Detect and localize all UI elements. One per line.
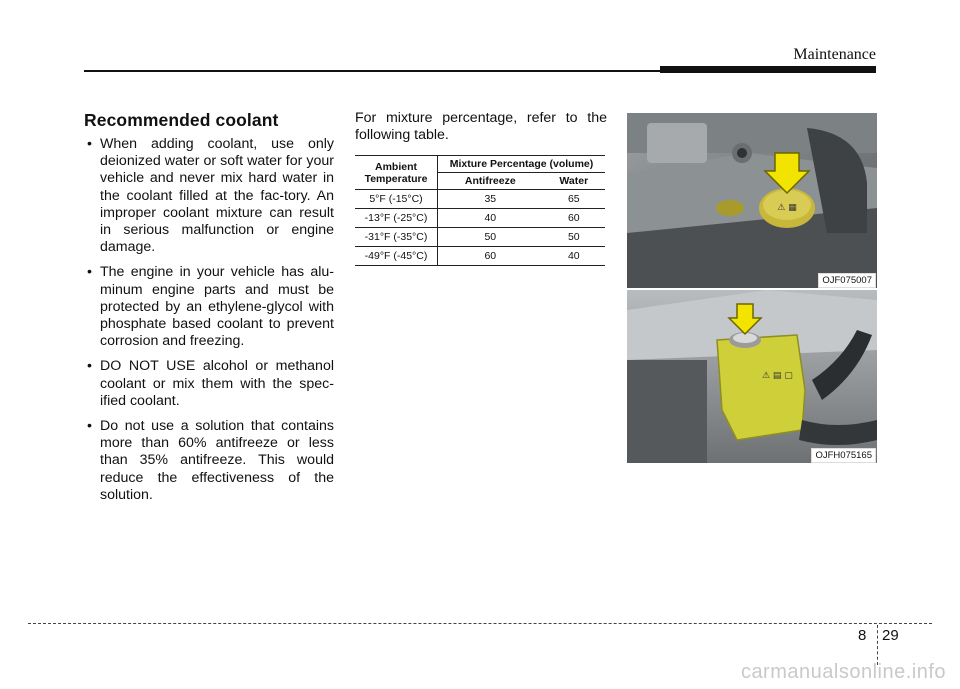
- bullet-item: [84, 418, 334, 504]
- bullet-text: The engine in your vehicle has alu-minum engine parts and must be protected by an ethylene-glycol with phosphate based coolant to prevent corrosion and freezing.: [100, 264, 334, 350]
- temp-cell: 5°F (-15°C): [355, 190, 438, 209]
- water-cell: 60: [543, 209, 605, 228]
- header-mixture-percentage: Mixture Percentage (volume): [438, 156, 606, 173]
- header-ambient-temperature: Ambient Temperature: [355, 156, 438, 190]
- svg-text:⚠ ▦: ⚠ ▦: [777, 203, 797, 213]
- header-antifreeze: Antifreeze: [438, 173, 543, 190]
- bullet-dot: •: [87, 418, 92, 435]
- page-number: 29: [882, 627, 899, 644]
- coolant-reservoir-figure: [627, 290, 877, 463]
- table-row: [355, 209, 605, 228]
- bullet-text: When adding coolant, use only deionized water or soft water for your vehicle and never mix hard water in the coolant filled at the fac-tory. An improper coolant mixture can result in serious malfunction or engine damage.: [100, 136, 334, 256]
- bullet-text: DO NOT USE alcohol or methanol coolant or mix them with the spec-ified coolant.: [100, 358, 334, 409]
- bullet-dot: •: [87, 136, 92, 152]
- section-title: Maintenance: [793, 46, 876, 63]
- antifreeze-cell: 60: [438, 247, 543, 266]
- bullet-dot: •: [87, 264, 92, 281]
- figure-code-label: OJF075007: [818, 273, 876, 288]
- footer-dashed-divider: [877, 625, 878, 665]
- table-row: [355, 190, 605, 209]
- temp-cell: -13°F (-25°C): [355, 209, 438, 228]
- water-cell: 40: [543, 247, 605, 266]
- table-intro: For mixture percentage, refer to the following table.: [355, 110, 607, 144]
- header-water: Water: [543, 173, 605, 190]
- header-rule-thick: [660, 66, 876, 73]
- svg-text:⚠ ▤ ▢: ⚠ ▤ ▢: [762, 371, 793, 381]
- header-rule-thin: [84, 70, 660, 72]
- coolant-bullet-list: [84, 136, 334, 512]
- bullet-item: [84, 358, 334, 410]
- antifreeze-cell: 50: [438, 228, 543, 247]
- water-cell: 50: [543, 228, 605, 247]
- water-cell: 65: [543, 190, 605, 209]
- chapter-number: 8: [858, 627, 867, 644]
- coolant-reservoir-photo-icon: [627, 290, 877, 463]
- radiator-cap-photo-icon: [627, 113, 877, 288]
- antifreeze-cell: 35: [438, 190, 543, 209]
- footer-dashed-rule: [28, 623, 932, 624]
- temp-cell: -49°F (-45°C): [355, 247, 438, 266]
- section-heading: Recommended coolant: [84, 110, 279, 130]
- bullet-text: Do not use a solution that contains more than 60% antifreeze or less than 35% antifreeze. This would reduce the effectiveness of the solution.: [100, 418, 334, 503]
- watermark: carmanualsonline.info: [740, 661, 946, 683]
- bullet-item: [84, 136, 334, 256]
- bullet-dot: •: [87, 358, 92, 375]
- bullet-item: [84, 264, 334, 350]
- table-row: [355, 247, 605, 266]
- mixture-table: [355, 155, 605, 266]
- table-row: [355, 228, 605, 247]
- temp-cell: -31°F (-35°C): [355, 228, 438, 247]
- radiator-cap-figure: [627, 113, 877, 288]
- antifreeze-cell: 40: [438, 209, 543, 228]
- figure-code-label: OJFH075165: [811, 448, 876, 463]
